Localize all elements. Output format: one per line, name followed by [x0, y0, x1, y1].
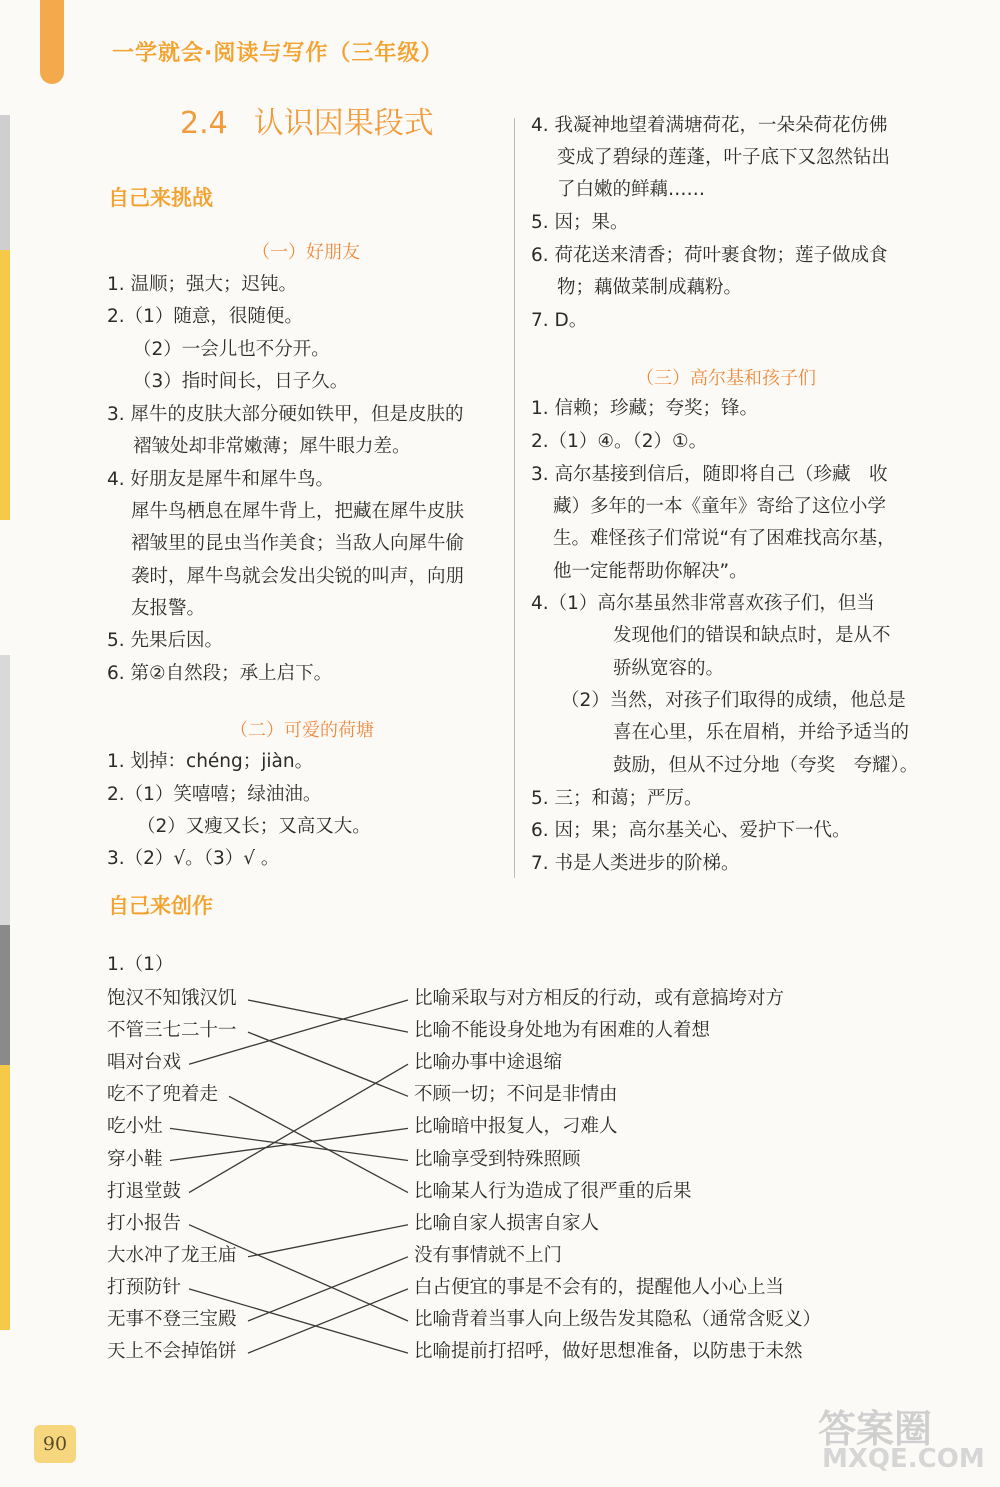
answer-line: 犀牛鸟栖息在犀牛背上，把藏在犀牛皮肤: [131, 501, 465, 522]
answer-line: （3）指时间长，日子久。: [133, 371, 349, 392]
idiom-item: 吃不了兜着走: [107, 1084, 219, 1106]
meaning-item: 不顾一切；不问是非情由: [414, 1084, 618, 1106]
match-line: [248, 1000, 408, 1032]
section-number: 2.4: [180, 106, 228, 141]
answer-line: 藏）多年的一本《童年》寄给了这位小学: [553, 496, 887, 517]
idiom-item: 天上不会掉馅饼: [107, 1341, 237, 1363]
matching-label: 1.（1）: [107, 954, 174, 975]
answer-line: 4.（1）高尔基虽然非常喜欢孩子们，但当: [531, 593, 875, 614]
answer-line: 1. 信赖；珍藏；夸奖；锋。: [531, 398, 759, 419]
answer-line: 6. 第②自然段；承上启下。: [107, 663, 333, 684]
answer-line: 4. 我凝神地望着满塘荷花，一朵朵荷花仿佛: [531, 115, 888, 136]
meaning-item: 比喻享受到特殊照顾: [414, 1148, 581, 1170]
watermark: [800, 1398, 1000, 1487]
match-line: [189, 1289, 408, 1353]
answer-line: 3.（2）√。（3）√ 。: [107, 848, 280, 869]
answer-line: （2）当然，对孩子们取得的成绩，他总是: [561, 690, 906, 711]
idiom-item: 不管三七二十一: [107, 1020, 237, 1042]
meaning-item: 白占便宜的事是不会有的，提醒他人小心上当: [414, 1276, 785, 1298]
answer-line: 5. 先果后因。: [107, 630, 224, 651]
answer-line: 物；藕做菜制成藕粉。: [557, 277, 743, 298]
subsection-heading: （三）高尔基和孩子们: [636, 368, 816, 389]
answer-line: 7. 书是人类进步的阶梯。: [531, 853, 740, 874]
answer-line: 4. 好朋友是犀牛和犀牛鸟。: [107, 469, 335, 490]
match-line: [248, 1289, 408, 1353]
answer-line: 1. 划掉：chéng；jiàn。: [107, 751, 314, 772]
answer-line: 褶皱里的昆虫当作美食；当敌人向犀牛偷: [131, 533, 465, 554]
idiom-item: 无事不登三宝殿: [107, 1309, 237, 1330]
section-title: 认识因果段式: [253, 106, 434, 141]
idiom-item: 打小报告: [107, 1212, 182, 1234]
answer-line: 3. 高尔基接到信后，随即将自己（珍藏 收: [531, 464, 888, 485]
watermark-text: 答案圈: [818, 1407, 933, 1451]
watermark-url: MXQE.COM: [822, 1444, 985, 1474]
running-header: 一学就会·阅读与写作（三年级）: [112, 41, 444, 66]
meaning-item: 比喻背着当事人向上级告发其隐私（通常含贬义）: [414, 1309, 822, 1330]
idiom-item: 穿小鞋: [107, 1148, 163, 1170]
answer-line: 2.（1）笑嘻嘻；绿油油。: [107, 784, 322, 805]
answer-line: （2）一会儿也不分开。: [133, 339, 330, 360]
idiom-item: 大水冲了龙王庙: [107, 1244, 237, 1266]
answer-line: 友报警。: [131, 598, 206, 619]
answer-line: 变成了碧绿的莲蓬，叶子底下又忽然钻出: [557, 147, 891, 168]
answer-line: 了白嫩的鲜藕……: [557, 179, 706, 200]
match-line: [189, 1225, 408, 1321]
answer-line: 2.（1）④。（2）①。: [531, 431, 708, 452]
meaning-item: 比喻采取与对方相反的行动，或有意搞垮对方: [414, 988, 785, 1009]
idiom-item: 饱汉不知饿汉饥: [107, 988, 237, 1009]
answer-line: 骄纵宽容的。: [613, 658, 725, 679]
meaning-item: 比喻暗中报复人，刁难人: [414, 1116, 618, 1138]
match-line: [229, 1096, 408, 1192]
idiom-item: 吃小灶: [107, 1116, 163, 1138]
idiom-item: 打预防针: [107, 1276, 182, 1298]
match-line: [248, 1257, 408, 1321]
match-line: [189, 1064, 408, 1192]
match-line: [248, 1225, 408, 1257]
idiom-item: 打退堂鼓: [107, 1180, 182, 1202]
idiom-item: 唱对台戏: [107, 1052, 182, 1074]
answer-line: 1. 温顺；强大；迟钝。: [107, 274, 298, 295]
meaning-item: 比喻办事中途退缩: [414, 1052, 563, 1074]
section-create: 自己来创作: [108, 894, 213, 918]
subsection-heading: （一）好朋友: [252, 242, 360, 263]
answer-line: 6. 荷花送来清香；荷叶裹食物；莲子做成食: [531, 245, 888, 266]
answer-line: 鼓励，但从不过分地（夸奖 夸耀）。: [613, 755, 919, 776]
answer-line: 5. 因；果。: [531, 212, 629, 233]
answer-line: 6. 因；果；高尔基关心、爱护下一代。: [531, 820, 851, 841]
answer-line: 褶皱处却非常嫩薄；犀牛眼力差。: [133, 436, 411, 457]
answer-line: 2.（1）随意，很随便。: [107, 306, 303, 327]
subsection-heading: （二）可爱的荷塘: [230, 720, 374, 741]
answer-line: 生。难怪孩子们常说“有了困难找高尔基，: [553, 528, 896, 549]
answer-line: 发现他们的错误和缺点时，是从不: [613, 625, 891, 646]
section-challenge: 自己来挑战: [108, 186, 213, 210]
meaning-item: 比喻不能设身处地为有困难的人着想: [414, 1020, 711, 1042]
match-line: [248, 1032, 408, 1096]
meaning-item: 比喻某人行为造成了很严重的后果: [414, 1180, 692, 1202]
meaning-item: 比喻提前打招呼，做好思想准备，以防患于未然: [414, 1341, 803, 1363]
page-number: 90: [34, 1425, 76, 1463]
answer-line: 他一定能帮助你解决”。: [553, 561, 748, 582]
meaning-item: 比喻自家人损害自家人: [414, 1212, 600, 1234]
answer-line: 袭时，犀牛鸟就会发出尖锐的叫声，向朋: [131, 566, 465, 587]
answer-line: 7. D。: [531, 310, 588, 331]
meaning-item: 没有事情就不上门: [414, 1244, 563, 1266]
answer-line: 喜在心里，乐在眉梢，并给予适当的: [613, 722, 910, 743]
answer-line: 5. 三；和蔼；严厉。: [531, 788, 703, 809]
answer-line: 3. 犀牛的皮肤大部分硬如铁甲，但是皮肤的: [107, 404, 464, 425]
answer-line: （2）又瘦又长；又高又大。: [137, 816, 371, 837]
